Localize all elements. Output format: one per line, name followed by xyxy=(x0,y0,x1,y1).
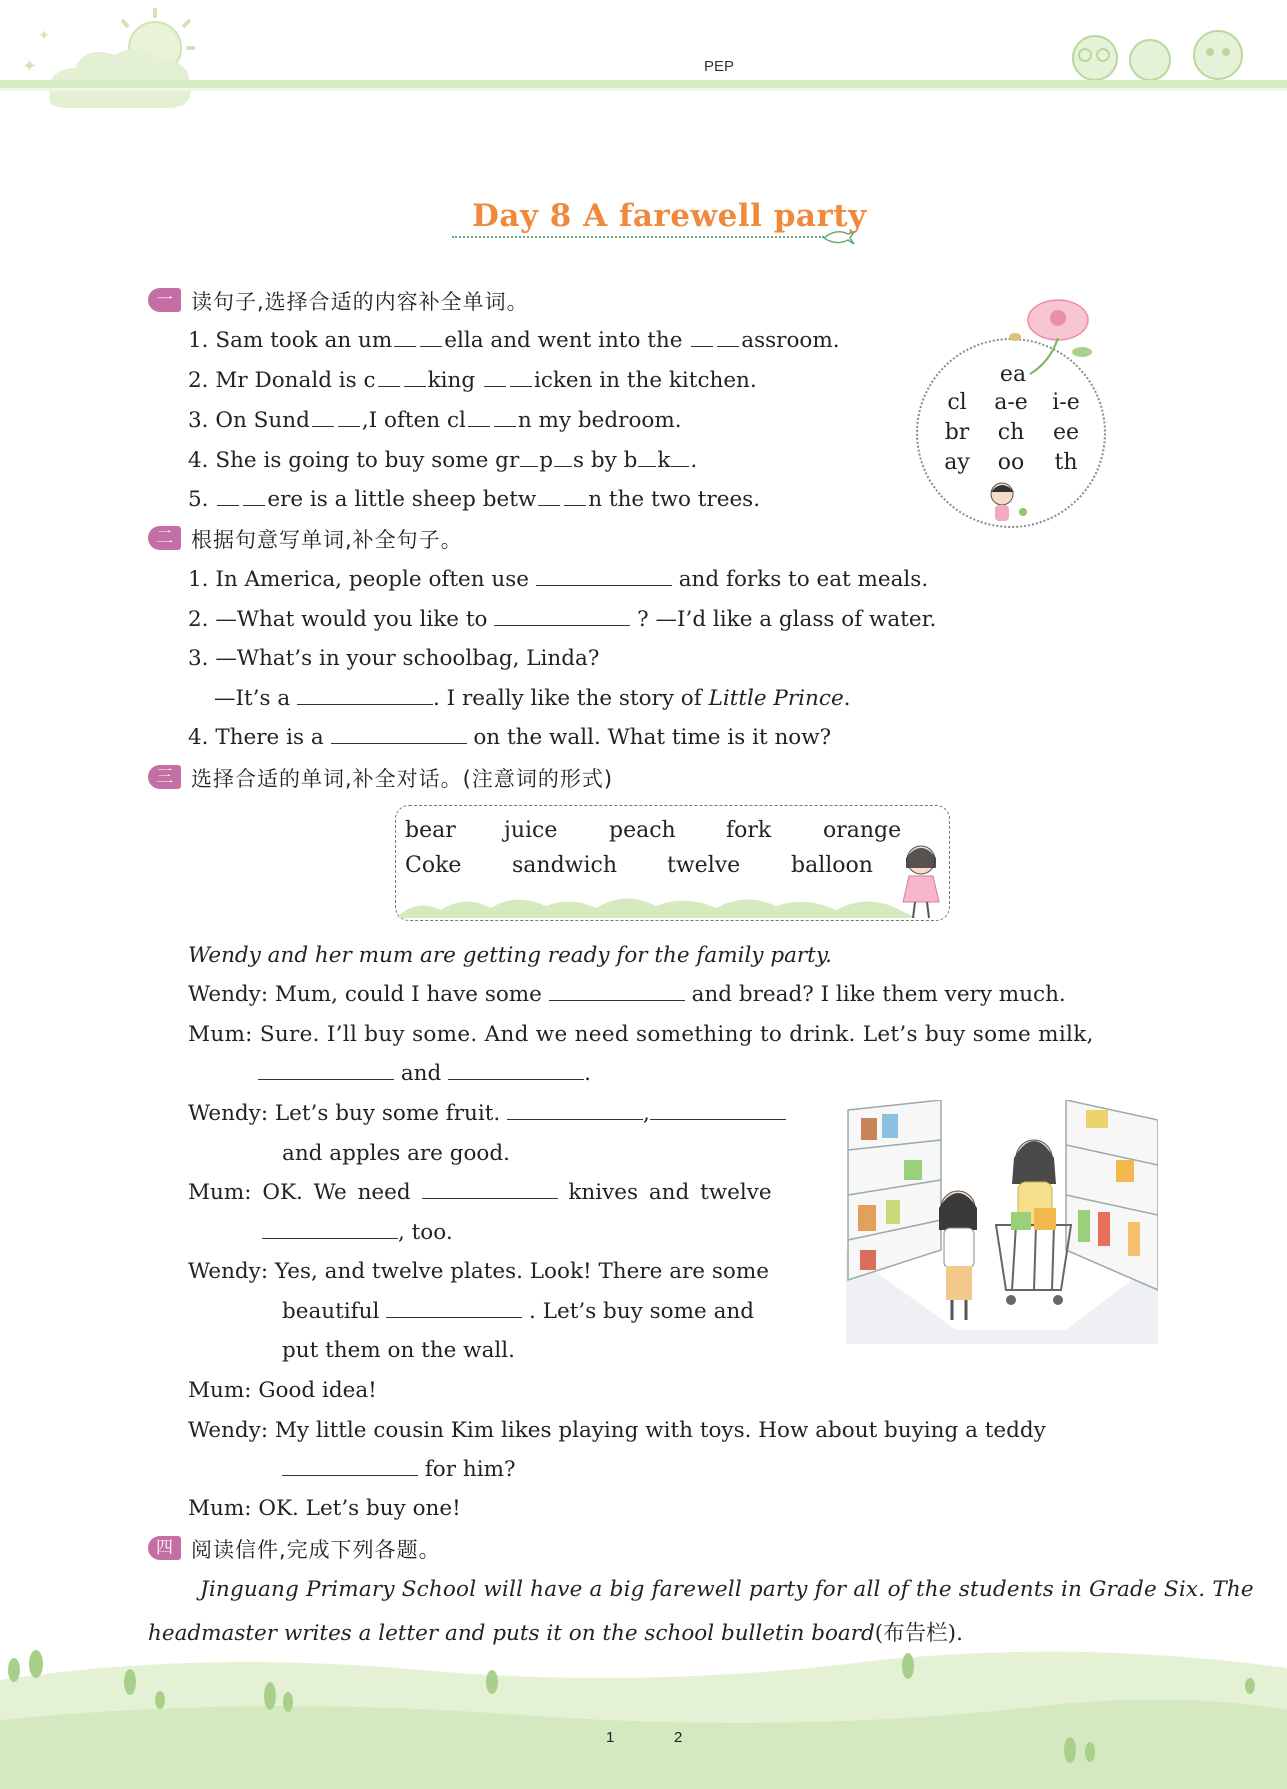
word-option: juice xyxy=(504,818,558,843)
answer-blank[interactable] xyxy=(564,491,586,506)
section-heading-four: 阅读信件,完成下列各题。 xyxy=(191,1538,441,1562)
exercise-line: 5. ere is a little sheep betw n the two trees. xyxy=(188,487,761,512)
answer-blank[interactable] xyxy=(378,372,400,387)
girl-icon xyxy=(978,476,1038,528)
answer-blank[interactable] xyxy=(638,452,656,467)
dialogue-line: Wendy: Mum, could I have some and bread? I like them very much. xyxy=(188,982,1066,1007)
answer-blank[interactable] xyxy=(282,1459,418,1476)
answer-blank[interactable] xyxy=(520,452,538,467)
answer-blank[interactable] xyxy=(494,609,630,626)
svg-text:✦: ✦ xyxy=(22,56,38,77)
answer-blank[interactable] xyxy=(494,412,516,427)
answer-blank[interactable] xyxy=(386,1301,522,1318)
answer-blank[interactable] xyxy=(338,412,360,427)
reading-paragraph: Jinguang Primary School will have a big farewell party for all of the students in Grade Six. The xyxy=(200,1577,1254,1602)
answer-blank[interactable] xyxy=(331,727,467,744)
section-badge-three: 三 xyxy=(148,765,181,789)
dialogue-line: , too. xyxy=(262,1220,453,1245)
option-cell: th xyxy=(1054,450,1078,475)
section-heading-two: 根据句意写单词,补全句子。 xyxy=(191,528,463,552)
answer-blank[interactable] xyxy=(468,412,490,427)
answer-blank[interactable] xyxy=(404,372,426,387)
answer-blank[interactable] xyxy=(312,412,334,427)
answer-blank[interactable] xyxy=(297,688,433,705)
page-number-right: 2 xyxy=(674,1729,683,1746)
dialogue-intro: Wendy and her mum are getting ready for the family party. xyxy=(188,943,832,968)
dialogue-line: and . xyxy=(258,1061,591,1086)
answer-blank[interactable] xyxy=(243,491,265,506)
footer-landscape xyxy=(0,1640,1287,1789)
answer-blank[interactable] xyxy=(536,569,672,586)
title-underline xyxy=(452,236,824,238)
answer-blank[interactable] xyxy=(510,372,532,387)
bird-icon xyxy=(822,226,856,248)
answer-blank[interactable] xyxy=(691,332,713,347)
section-heading-one: 读句子,选择合适的内容补全单词。 xyxy=(191,290,529,314)
girl-icon xyxy=(893,840,951,922)
answer-blank[interactable] xyxy=(650,1103,786,1120)
answer-blank[interactable] xyxy=(394,332,416,347)
dialogue-line: Mum: Good idea! xyxy=(188,1378,377,1403)
word-option: orange xyxy=(823,818,902,843)
dialogue-line: Wendy: Let’s buy some fruit. , xyxy=(188,1101,786,1126)
option-cell: ay xyxy=(944,450,970,475)
option-cell: ea xyxy=(999,362,1027,387)
dialogue-line: and apples are good. xyxy=(282,1141,510,1166)
answer-blank[interactable] xyxy=(538,491,560,506)
dialogue-line: Mum: OK. Let’s buy one! xyxy=(188,1496,461,1521)
answer-blank[interactable] xyxy=(717,332,739,347)
option-cell: i-e xyxy=(1052,390,1080,415)
answer-blank[interactable] xyxy=(549,984,685,1001)
supermarket-illustration xyxy=(846,1100,1158,1344)
page-number-left: 1 xyxy=(606,1729,615,1746)
dialogue-line: Wendy: Yes, and twelve plates. Look! There are some xyxy=(188,1259,769,1284)
header-decoration xyxy=(0,0,1287,120)
word-option: sandwich xyxy=(512,853,618,878)
word-option: fork xyxy=(726,818,772,843)
reading-paragraph: headmaster writes a letter and puts it on the school bulletin board(布告栏). xyxy=(148,1621,963,1646)
option-cell: oo xyxy=(997,450,1025,475)
dialogue-line: Wendy: My little cousin Kim likes playing with toys. How about buying a teddy xyxy=(188,1418,1046,1443)
word-option: twelve xyxy=(667,853,741,878)
exercise-line: —It’s a . I really like the story of Little Prince. xyxy=(214,686,851,711)
dialogue-line: Mum: OK. We need knives and twelve xyxy=(188,1180,772,1205)
option-cell: cl xyxy=(947,390,967,415)
header-label: PEP xyxy=(704,58,735,75)
option-cell: ch xyxy=(997,420,1025,445)
word-option: balloon xyxy=(791,853,873,878)
option-cell: ee xyxy=(1052,420,1080,445)
section-badge-two: 二 xyxy=(148,526,181,550)
answer-blank[interactable] xyxy=(507,1103,643,1120)
word-option: bear xyxy=(405,818,456,843)
section-heading-three: 选择合适的单词,补全对话。(注意词的形式) xyxy=(191,767,614,791)
word-option: Coke xyxy=(405,853,462,878)
dialogue-line: put them on the wall. xyxy=(282,1338,515,1363)
page-title: Day 8 A farewell party xyxy=(472,198,867,234)
exercise-line: 4. There is a on the wall. What time is it now? xyxy=(188,725,832,750)
answer-blank[interactable] xyxy=(262,1222,398,1239)
answer-blank[interactable] xyxy=(217,491,239,506)
dialogue-line: beautiful . Let’s buy some and xyxy=(282,1299,754,1324)
exercise-line: 1. In America, people often use and forks to eat meals. xyxy=(188,567,929,592)
section-badge-one: 一 xyxy=(148,288,181,312)
answer-blank[interactable] xyxy=(258,1063,394,1080)
answer-blank[interactable] xyxy=(448,1063,584,1080)
exercise-line: 3. —What’s in your schoolbag, Linda? xyxy=(188,646,600,671)
answer-blank[interactable] xyxy=(420,332,442,347)
option-cell: a-e xyxy=(994,390,1028,415)
svg-text:✦: ✦ xyxy=(38,28,50,44)
exercise-line: 2. —What would you like to ? —I’d like a glass of water. xyxy=(188,607,937,632)
exercise-line: 1. Sam took an um ella and went into the assroom. xyxy=(188,328,840,353)
word-option: peach xyxy=(609,818,676,843)
dialogue-line: for him? xyxy=(282,1457,516,1482)
answer-blank[interactable] xyxy=(484,372,506,387)
header-band-light xyxy=(0,88,1287,91)
answer-blank[interactable] xyxy=(671,452,689,467)
exercise-line: 4. She is going to buy some gr p s by b k . xyxy=(188,448,698,473)
answer-blank[interactable] xyxy=(422,1182,558,1199)
exercise-line: 2. Mr Donald is c king icken in the kitchen. xyxy=(188,368,757,393)
option-cell: br xyxy=(944,420,970,445)
section-badge-four: 四 xyxy=(148,1536,181,1560)
exercise-line: 3. On Sund ,I often cl n my bedroom. xyxy=(188,408,682,433)
answer-blank[interactable] xyxy=(554,452,572,467)
bushes-decoration xyxy=(396,888,916,920)
dialogue-line: Mum: Sure. I’ll buy some. And we need something to drink. Let’s buy some milk, xyxy=(188,1022,1094,1047)
animal-faces-icon xyxy=(1073,31,1242,80)
